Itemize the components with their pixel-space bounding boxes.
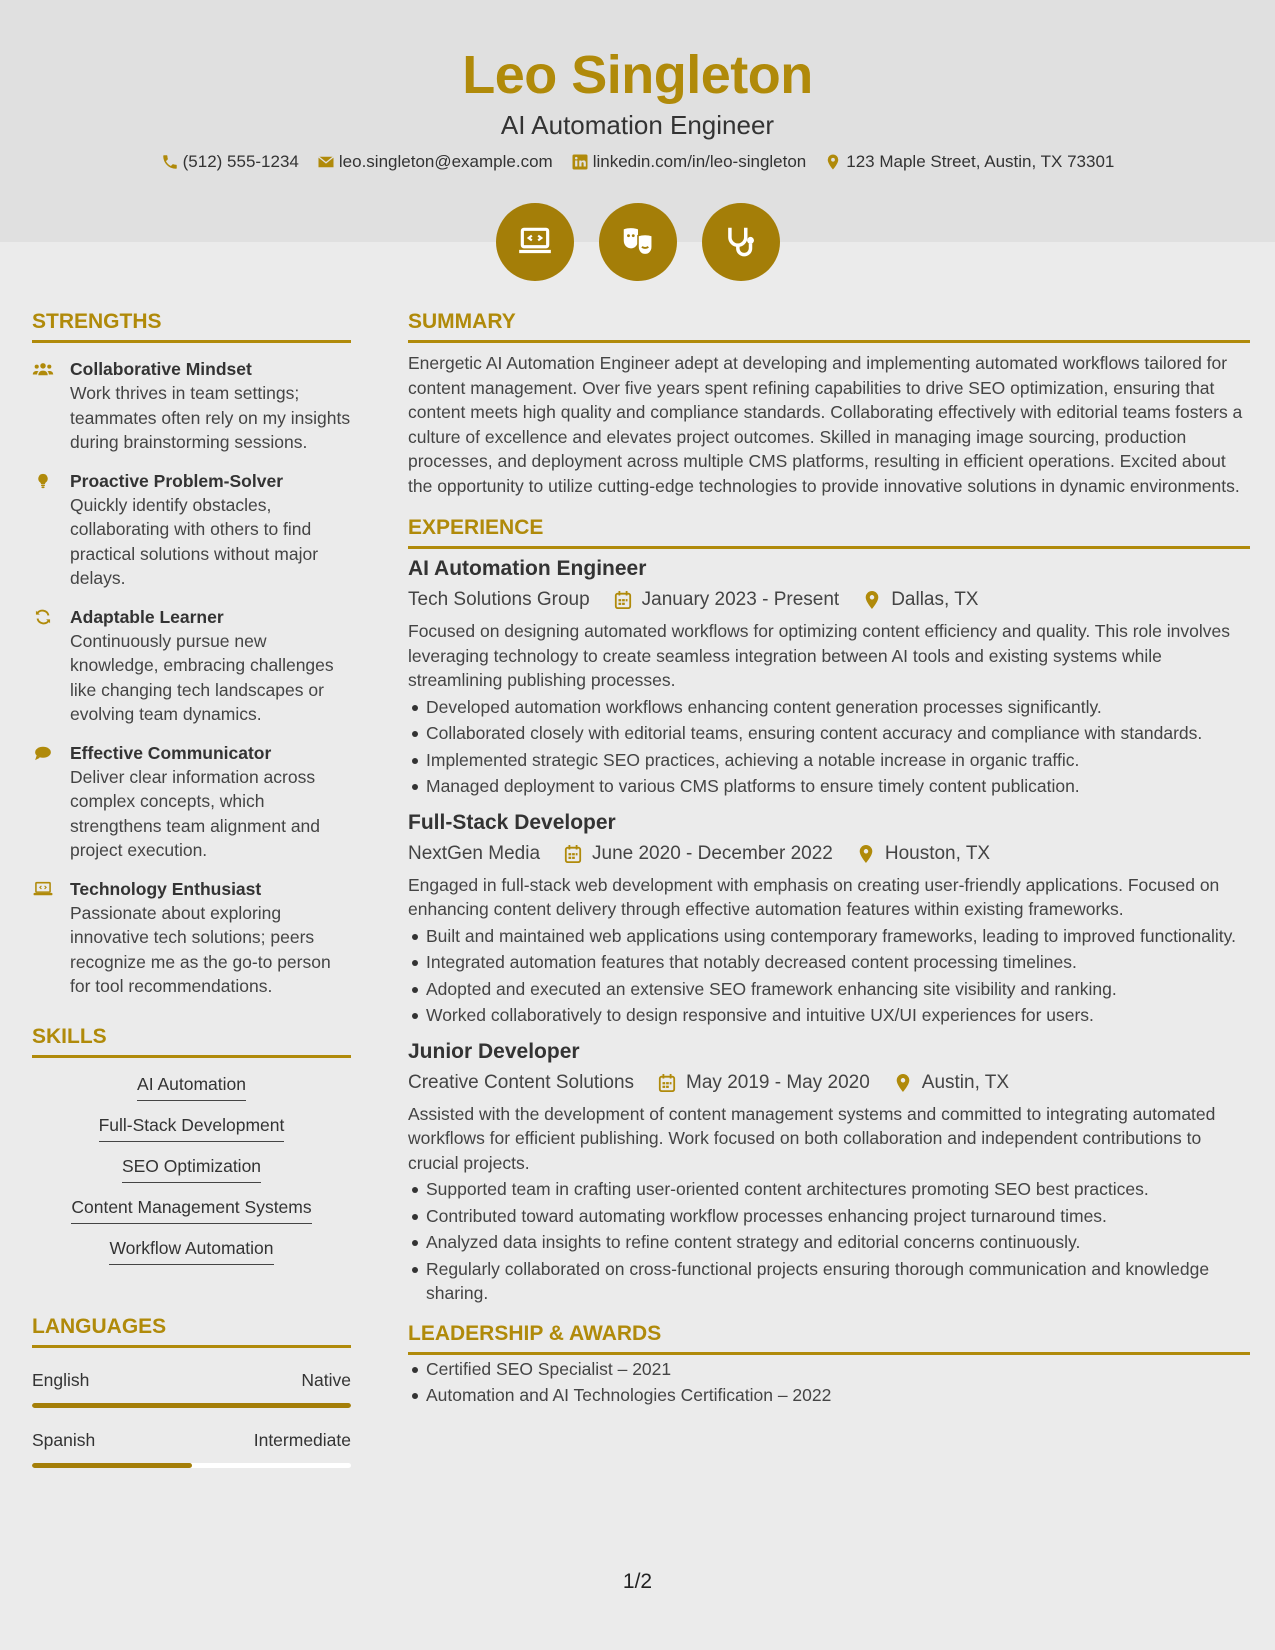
- phone-icon: [161, 153, 179, 171]
- strength-desc: Work thrives in team settings; teammates often rely on my insights during brainstorming sessions.: [70, 383, 351, 452]
- language-bar-fill: [32, 1403, 351, 1408]
- strength-title: Adaptable Learner: [70, 606, 224, 627]
- laptop-code-icon: [516, 223, 554, 261]
- job-location: Austin, TX: [921, 1071, 1010, 1093]
- strength-title: Proactive Problem-Solver: [70, 470, 283, 491]
- language-bar: [32, 1403, 351, 1408]
- strength-desc: Passionate about exploring innovative tech solutions; peers recognize me as the go-to person for tool recommendations.: [70, 902, 331, 996]
- job-bullet: Implemented strategic SEO practices, achieving a notable increase in organic traffic.: [408, 748, 1250, 773]
- award-item: Certified SEO Specialist – 2021: [408, 1357, 1250, 1382]
- language-bar-fill: [32, 1463, 192, 1468]
- strength-title: Effective Communicator: [70, 742, 272, 763]
- contact-linkedin[interactable]: [571, 152, 807, 172]
- calendar-icon: [564, 844, 582, 864]
- award-item: Automation and AI Technologies Certification – 2022: [408, 1383, 1250, 1408]
- job-bullet: Collaborated closely with editorial teams, ensuring content accuracy and compliance with standards.: [408, 721, 1250, 746]
- contact-address: [824, 152, 1114, 172]
- language-bar: [32, 1463, 351, 1468]
- strength-title: Collaborative Mindset: [70, 359, 252, 379]
- language-name: Spanish: [32, 1429, 96, 1450]
- job-bullet: Worked collaboratively to design responsive and intuitive UX/UI experiences for users.: [408, 1003, 1250, 1028]
- contact-email[interactable]: [317, 152, 553, 172]
- map-marker-icon: [857, 844, 875, 864]
- job-description: Engaged in full-stack web development with emphasis on creating user-friendly applications. Focused on enhancing content delivery through effective automation features within existing frameworks.: [408, 874, 1220, 919]
- job-role: AI Automation Engineer: [408, 557, 647, 580]
- interest-icons: [0, 203, 1275, 281]
- map-marker-icon: [894, 1073, 912, 1093]
- job-bullet: Analyzed data insights to refine content strategy and editorial concerns continuously.: [408, 1230, 1250, 1255]
- strength-item: [32, 357, 351, 455]
- strength-item: [32, 605, 351, 727]
- job-bullet: Developed automation workflows enhancing content generation processes significantly.: [408, 695, 1250, 720]
- awards-list: [408, 1357, 1250, 1408]
- map-marker-icon: [863, 590, 881, 610]
- job-bullet: Adopted and executed an extensive SEO framework enhancing site visibility and ranking.: [408, 977, 1250, 1002]
- phone-text: (512) 555-1234: [182, 152, 299, 171]
- job-meta: [408, 589, 1250, 611]
- skill-item: AI Automation: [137, 1066, 246, 1101]
- language-name: English: [32, 1369, 90, 1390]
- languages-heading: LANGUAGES: [32, 1315, 351, 1348]
- job-company: Tech Solutions Group: [408, 589, 590, 610]
- left-column: [32, 310, 351, 1468]
- summary-heading: SUMMARY: [408, 310, 1250, 343]
- job-company: Creative Content Solutions: [408, 1071, 635, 1093]
- interest-circle-tech: [496, 203, 574, 281]
- job-location: Dallas, TX: [891, 589, 979, 610]
- interest-circle-theater: [599, 203, 677, 281]
- candidate-title: AI Automation Engineer: [500, 110, 775, 140]
- strength-desc: Deliver clear information across complex concepts, which strengthens team alignment and project execution.: [70, 766, 321, 860]
- calendar-icon: [658, 1073, 676, 1093]
- skill-item: SEO Optimization: [122, 1148, 261, 1183]
- language-item: [32, 1430, 351, 1468]
- strength-desc: Continuously pursue new knowledge, embracing challenges like changing tech landscapes or evolving team dynamics.: [70, 630, 334, 724]
- map-marker-icon: [824, 153, 842, 171]
- job-meta: [408, 1072, 1250, 1094]
- language-level: Intermediate: [253, 1429, 351, 1450]
- summary-text: Energetic AI Automation Engineer adept at developing and implementing automated workflows tailored for content management. Over five years spent refining capabilities to drive SEO optimization, ensuring that content meets high quality and compliance standards. Collaborating effectively with editorial teams fosters a culture of excellence and elevates project outcomes. Skilled in managing image sourcing, production processes, and deployment across multiple CMS platforms, resulting in efficient operations. Excited about the opportunity to utilize cutting-edge technologies to provide innovative solutions in dynamic environments.: [408, 353, 1243, 496]
- language-level: Native: [301, 1369, 351, 1390]
- candidate-name: Leo Singleton: [462, 45, 813, 105]
- users-icon: [32, 359, 54, 379]
- experience-heading: EXPERIENCE: [408, 516, 1250, 549]
- strength-title: Technology Enthusiast: [70, 878, 262, 899]
- strength-desc: Quickly identify obstacles, collaborating with others to find practical solutions without major delays.: [70, 494, 319, 588]
- job-description: Assisted with the development of content management systems and committed to integrating automated workflows for efficient publishing. Work focused on both collaboration and independent contributions to crucial projects.: [408, 1103, 1216, 1173]
- job-role: Junior Developer: [408, 1039, 580, 1063]
- skill-item: Workflow Automation: [109, 1230, 273, 1265]
- email-text: leo.singleton@example.com: [338, 152, 553, 171]
- page-number: 1/2: [622, 1570, 653, 1593]
- job-bullet: Built and maintained web applications using contemporary frameworks, leading to improved functionality.: [408, 924, 1250, 949]
- job-role: Full-Stack Developer: [408, 810, 616, 834]
- contact-bar: [0, 152, 1275, 172]
- job-bullet: Managed deployment to various CMS platforms to ensure timely content publication.: [408, 774, 1250, 799]
- skill-item: Content Management Systems: [71, 1189, 311, 1224]
- job-bullets: [408, 924, 1250, 1028]
- job-entry: [408, 811, 1250, 1028]
- strength-item: [32, 741, 351, 863]
- linkedin-text: linkedin.com/in/leo-singleton: [592, 152, 807, 171]
- address-text: 123 Maple Street, Austin, TX 73301: [846, 152, 1115, 171]
- strength-item: [32, 877, 351, 999]
- job-entry: [408, 1040, 1250, 1306]
- skills-list: [32, 1066, 351, 1265]
- job-bullet: Integrated automation features that notably decreased content processing timelines.: [408, 950, 1250, 975]
- job-bullets: [408, 695, 1250, 799]
- skills-heading: SKILLS: [32, 1025, 351, 1058]
- comment-icon: [32, 743, 54, 763]
- job-bullets: [408, 1177, 1250, 1306]
- awards-heading: LEADERSHIP & AWARDS: [408, 1322, 1250, 1355]
- interest-circle-medical: [702, 203, 780, 281]
- contact-phone[interactable]: [161, 152, 299, 172]
- calendar-icon: [614, 590, 632, 610]
- language-item: [32, 1370, 351, 1408]
- job-dates: January 2023 - Present: [641, 589, 840, 610]
- linkedin-icon: [571, 153, 589, 171]
- job-bullet: Supported team in crafting user-oriented content architectures promoting SEO best practices.: [408, 1177, 1250, 1202]
- laptop-code-icon: [32, 879, 54, 899]
- job-bullet: Regularly collaborated on cross-functional projects ensuring thorough communication and knowledge sharing.: [408, 1257, 1250, 1306]
- job-entry: [408, 557, 1250, 799]
- job-meta: [408, 843, 1250, 865]
- lightbulb-icon: [32, 471, 54, 491]
- job-dates: June 2020 - December 2022: [592, 842, 833, 864]
- job-description: Focused on designing automated workflows for optimizing content efficiency and quality. This role involves leveraging technology to create seamless integration between AI tools and existing systems while streamlining publishing processes.: [408, 621, 1230, 690]
- stethoscope-icon: [722, 223, 760, 261]
- skill-item: Full-Stack Development: [99, 1107, 285, 1142]
- job-bullet: Contributed toward automating workflow processes enhancing project turnaround times.: [408, 1204, 1250, 1229]
- envelope-icon: [317, 153, 335, 171]
- job-location: Houston, TX: [884, 842, 991, 864]
- job-dates: May 2019 - May 2020: [686, 1071, 870, 1093]
- right-column: [408, 310, 1250, 1410]
- job-company: NextGen Media: [408, 842, 541, 864]
- sync-icon: [32, 607, 54, 627]
- strengths-heading: STRENGTHS: [32, 310, 351, 343]
- theater-masks-icon: [619, 223, 657, 261]
- strength-item: [32, 469, 351, 591]
